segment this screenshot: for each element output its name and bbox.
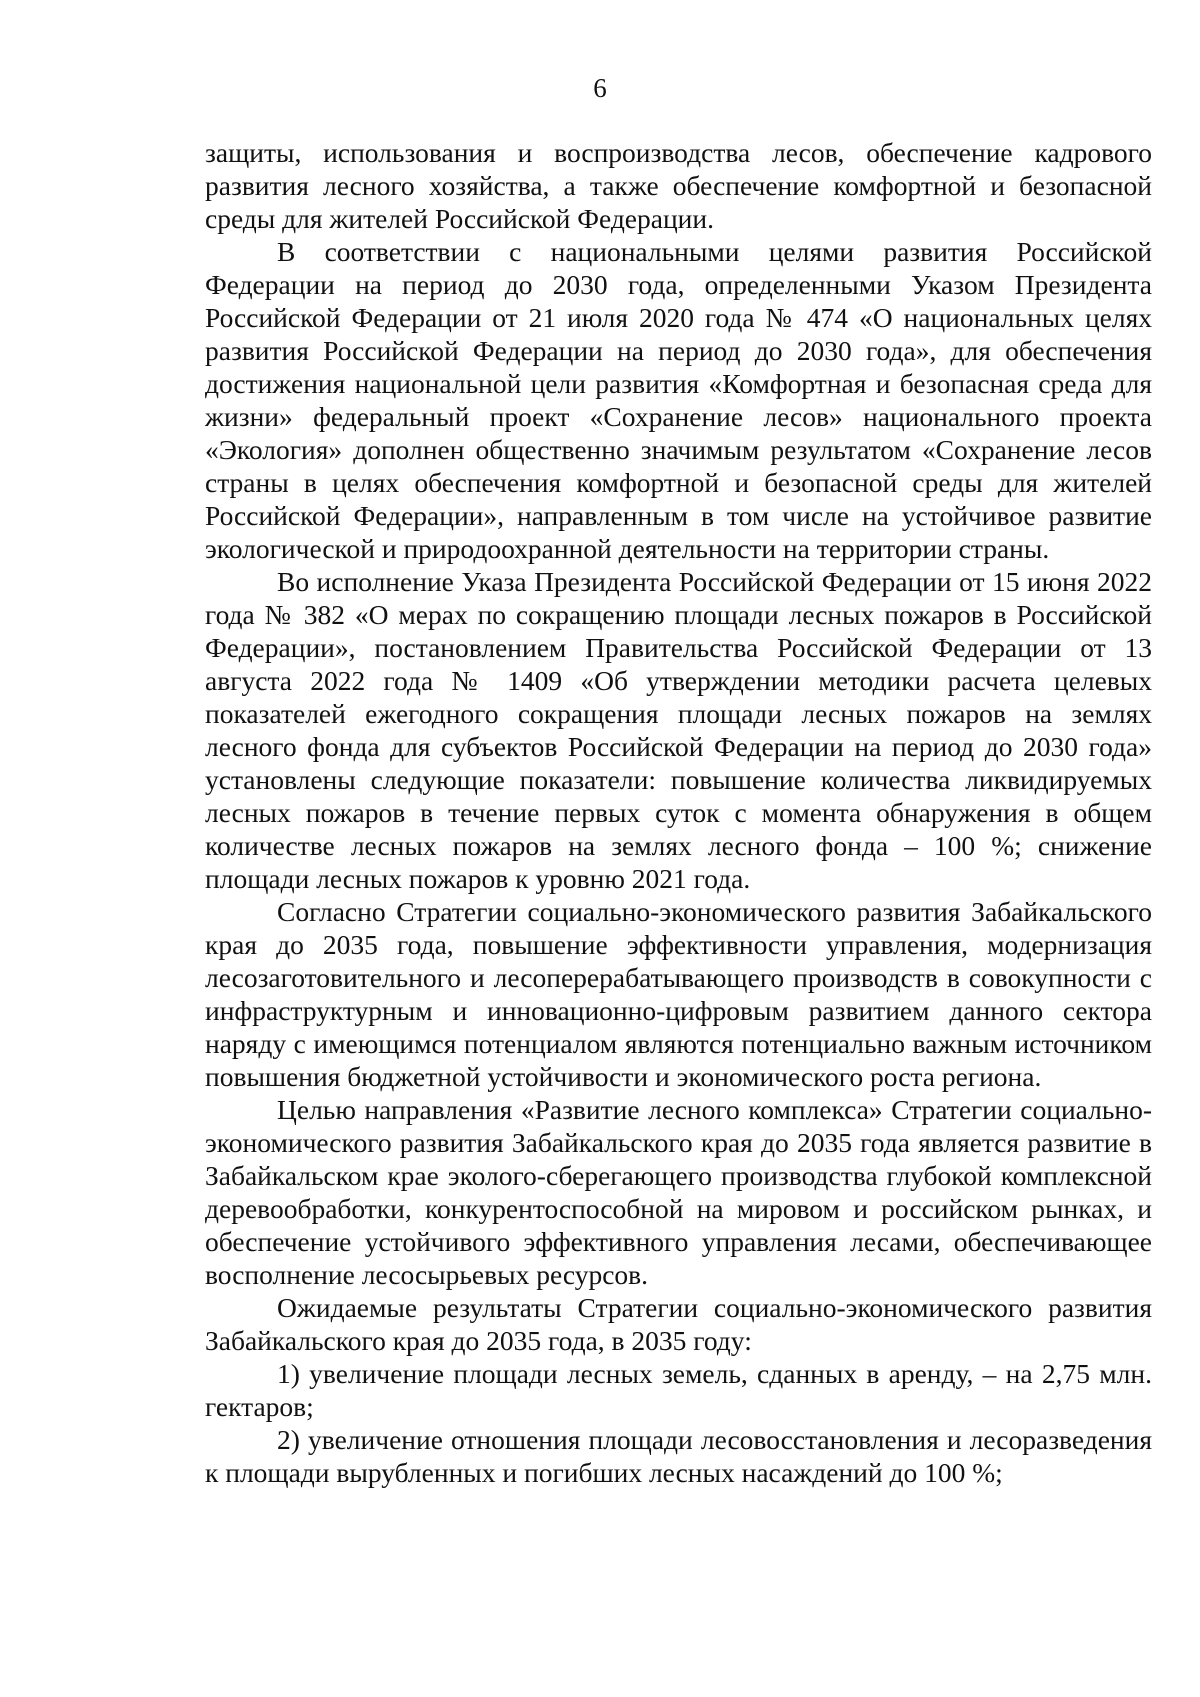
page-number: 6 <box>593 73 607 103</box>
document-body <box>205 136 1152 1489</box>
list-item-leased-area: 1) увеличение площади лесных земель, сданных в аренду, – на 2,75 млн. гектаров; <box>205 1358 1152 1422</box>
paragraph-forest-protection-continuation: защиты, использования и воспроизводства лесов, обеспечение кадрового развития лесного хозяйства, а также обеспечение комфортной и безопасной среды для жителей Российской Федерации. <box>205 137 1152 234</box>
list-item-reforestation-ratio: 2) увеличение отношения площади лесовосстановления и лесоразведения к площади вырубленных и погибших лесных насаждений до 100 %; <box>205 1424 1152 1488</box>
paragraph-forest-complex-goal: Целью направления «Развитие лесного комплекса» Стратегии социально-экономического развития Забайкальского края до 2035 года является развитие в Забайкальском крае эколого-сберегающего производства глубокой комплексной деревообработки, конкурентоспособной на мировом и российском рынках, и обеспечение устойчивого эффективного управления лесами, обеспечивающее восполнение лесосырьевых ресурсов. <box>205 1094 1152 1290</box>
paragraph-national-goals: В соответствии с национальными целями развития Российской Федерации на период до 2030 года, определенными Указом Президента Российской Федерации от 21 июля 2020 года № 474 «О национальных целях развития Российской Федерации на период до 2030 года», для обеспечения достижения национальной цели развития «Комфортная и безопасная среда для жизни» федеральный проект «Сохранение лесов» национального проекта «Экология» дополнен общественно значимым результатом «Сохранение лесов страны в целях обеспечения комфортной и безопасной среды для жителей Российской Федерации», направленным в том числе на устойчивое развитие экологической и природоохранной деятельности на территории страны. <box>205 236 1152 564</box>
paragraph-expected-results: Ожидаемые результаты Стратегии социально-экономического развития Забайкальского края до 2035 года, в 2035 году: <box>205 1292 1152 1356</box>
paragraph-forest-fire-decree: Во исполнение Указа Президента Российской Федерации от 15 июня 2022 года № 382 «О мерах по сокращению площади лесных пожаров в Российской Федерации», постановлением Правительства Российской Федерации от 13 августа 2022 года № 1409 «Об утверждении методики расчета целевых показателей ежегодного сокращения площади лесных пожаров на землях лесного фонда для субъектов Российской Федерации на период до 2030 года» установлены следующие показатели: повышение количества ликвидируемых лесных пожаров в течение первых суток с момента обнаружения в общем количестве лесных пожаров на землях лесного фонда – 100 %; снижение площади лесных пожаров к уровню 2021 года. <box>205 566 1152 894</box>
paragraph-regional-strategy: Согласно Стратегии социально-экономического развития Забайкальского края до 2035 года, повышение эффективности управления, модернизация лесозаготовительного и лесоперерабатывающего производств в совокупности с инфраструктурным и инновационно-цифровым развитием данного сектора наряду с имеющимся потенциалом являются потенциально важным источником повышения бюджетной устойчивости и экономического роста региона. <box>205 896 1152 1092</box>
